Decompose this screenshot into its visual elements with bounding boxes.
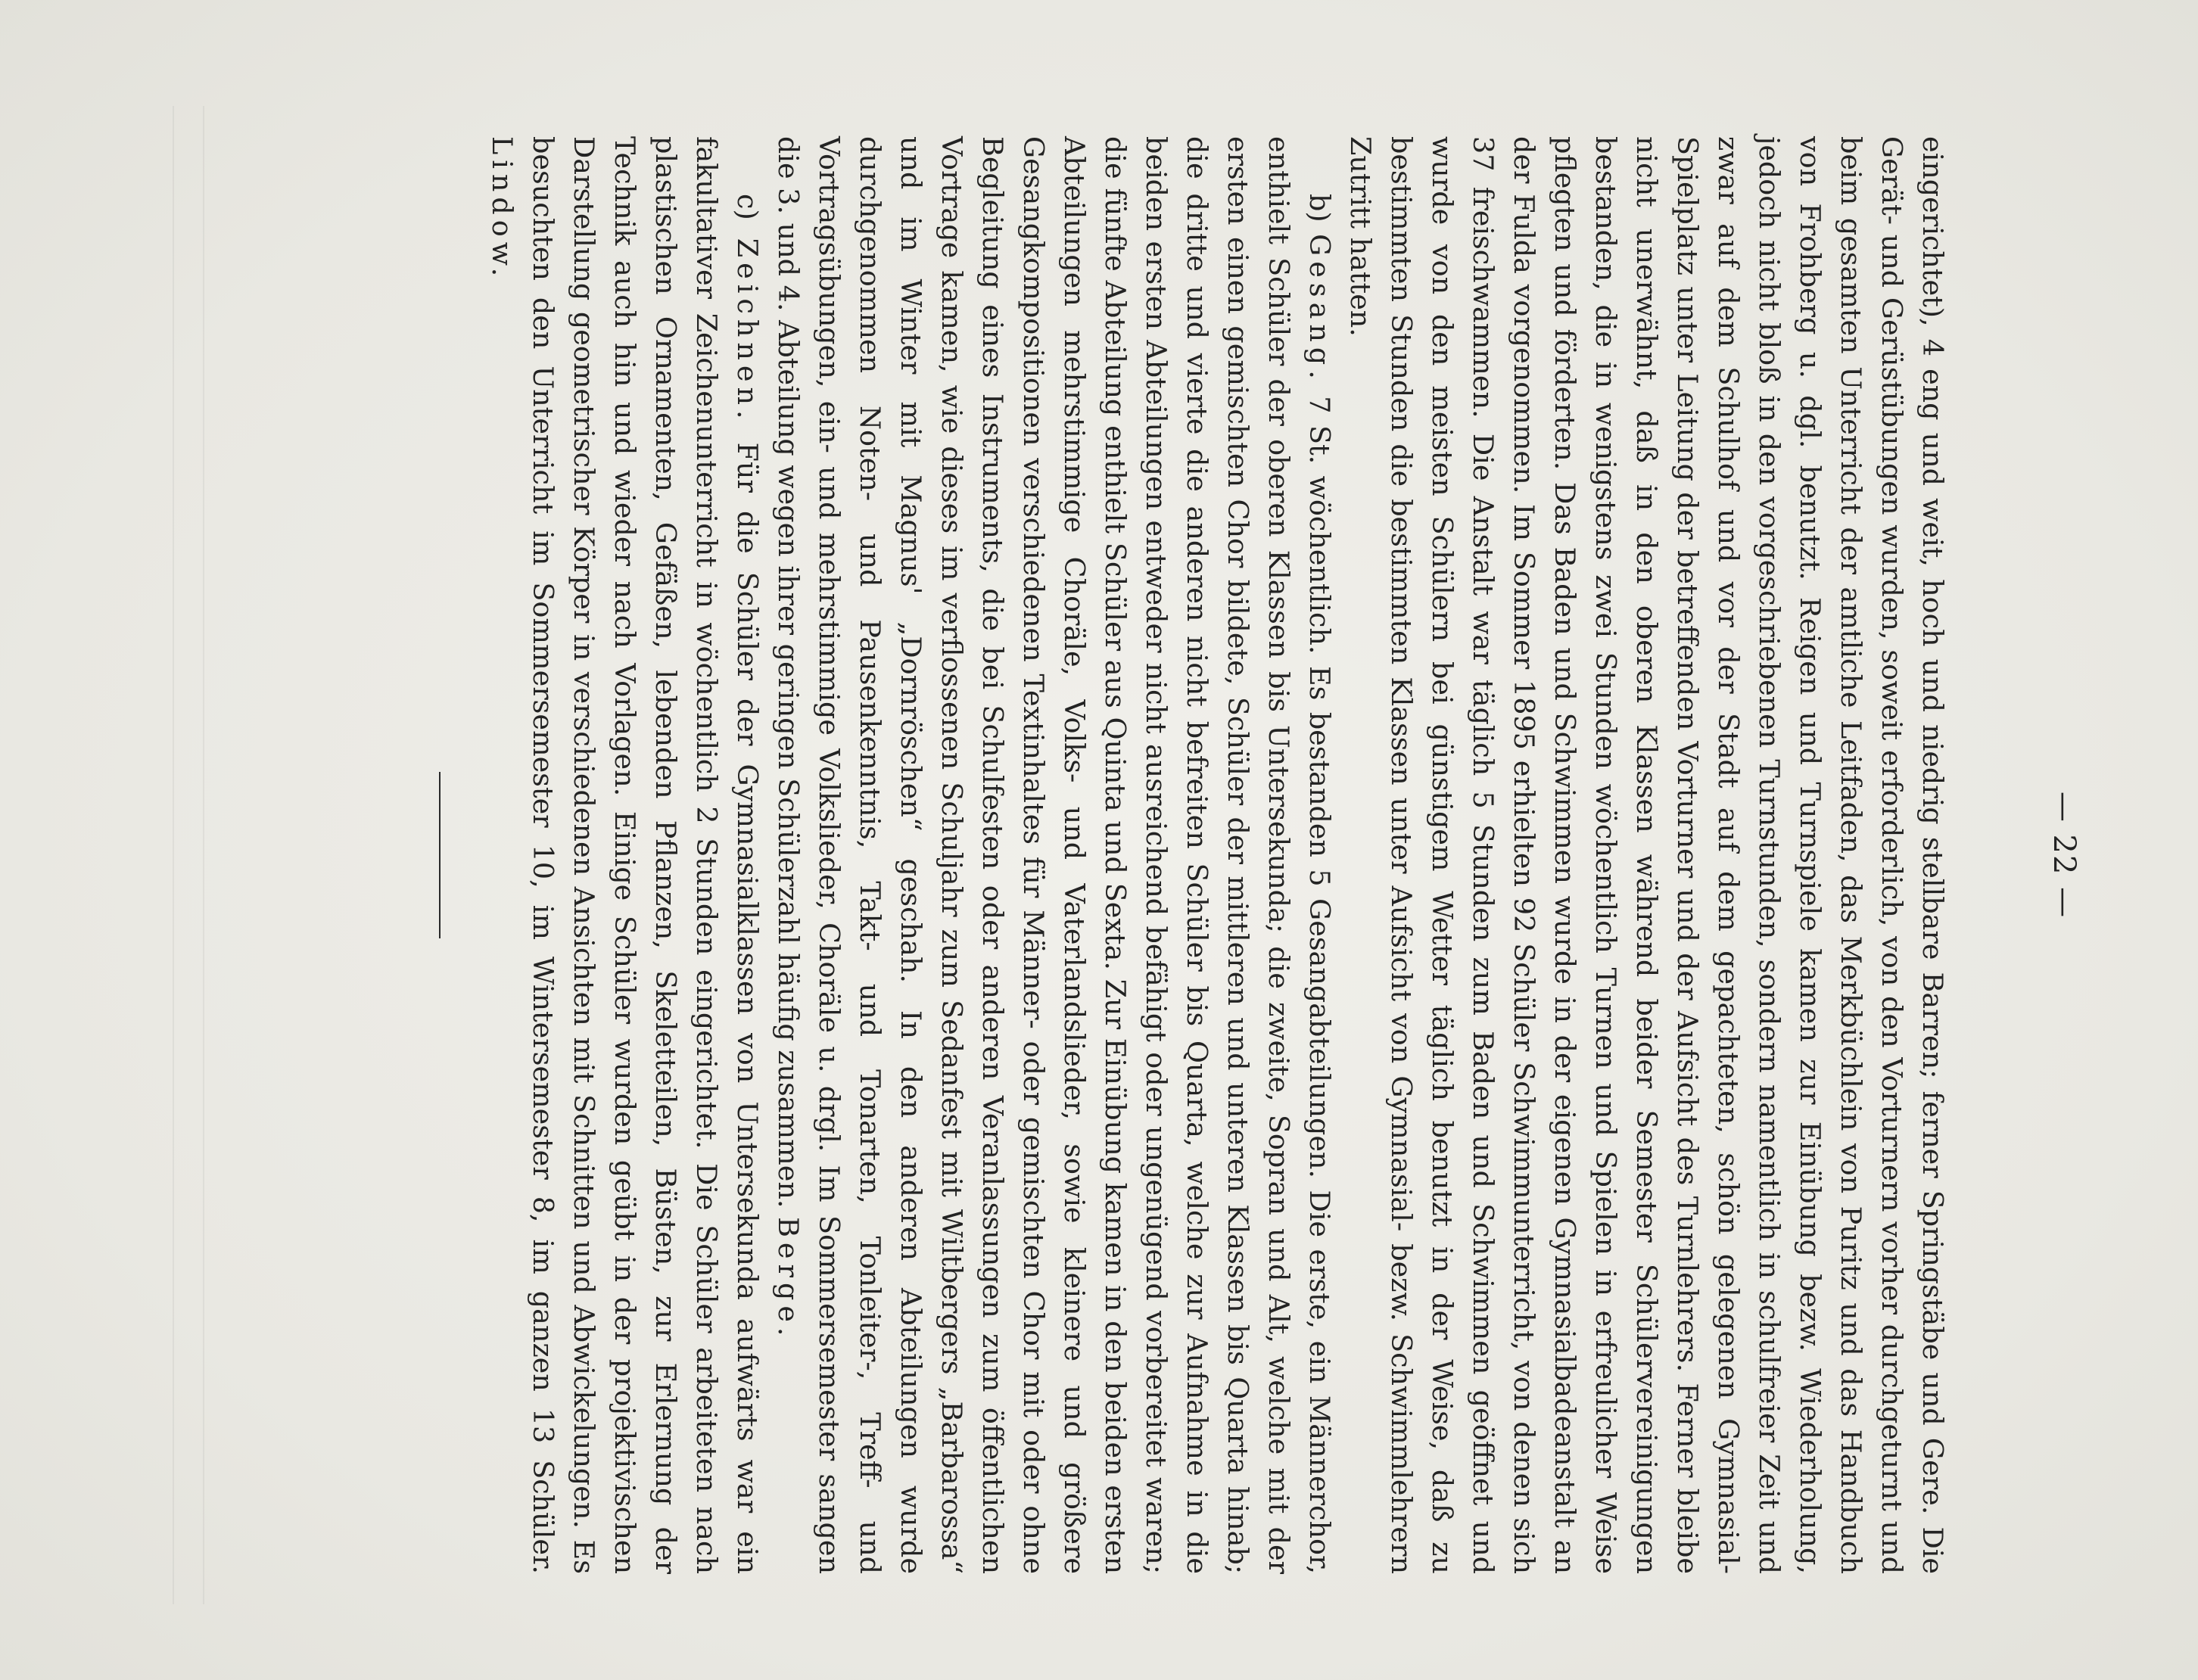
text-block — [439, 136, 1953, 1574]
closing-rule — [439, 772, 441, 938]
paragraph-gesang — [767, 136, 1340, 1574]
section-lead: b) — [1303, 194, 1336, 235]
section-heading-zeichnen: Zeichnen. — [731, 238, 764, 425]
page-number: — 22 — — [2047, 791, 2081, 919]
paragraph-text: 7 St. wöchentlich. Es bestanden 5 Gesangabteilungen. Die erste, ein Männerchor, enthielt Schüler der oberen Klassen bis Untersekunda; die zweite, Sopran und Alt, welche mit der ersten einen gemischten Chor bildete, Schüler der mittleren und unteren Klassen bis Quarta hinab; die dritte und vierte die anderen nicht befreiten Schüler bis Quarta, welche zur Aufnahme in die beiden ersten Abteilungen entweder nicht ausreichend befähigt oder ungenügend vorbereitet waren; die fünfte Abteilung enthielt Schüler aus Quinta und Sexta. Zur Einübung kamen in den beiden ersten Abteilungen mehrstimmige Choräle, Volks- und Vaterlandslieder, sowie kleinere und größere Gesangkompositionen verschiedenen Textinhaltes für Männer- oder gemischten Chor mit oder ohne Begleitung eines Instruments, die bei Schulfesten oder anderen Veranlassungen zum öffentlichen Vortrage kamen, wie dieses im verflossenen Schuljahr zum Sedanfest mit Wiltbergers „Barbarossa“ und im Winter mit Magnus' „Dornröschen“ geschah. In den anderen Abteilungen wurde durchgenommen Noten- und Pausenkenntnis, Takt- und Tonarten, Tonleiter-, Treff- und Vortragsübungen, ein- und mehrstimmige Volkslieder, Choräle u. drgl. Im Sommersemester sangen die 3. und 4. Abteilung wegen ihrer geringen Schülerzahl häufig zusammen. — [772, 136, 1336, 1574]
paragraph-zeichnen — [481, 136, 767, 1574]
paragraph-text: Für die Schüler der Gymnasialklassen von Untersekunda aufwärts war ein fakultativer Zeichenunterricht in wöchentlich 2 Stunden eingerichtet. Die Schüler arbeiteten nach plastischen Ornamenten, Gefäßen, lebenden Pflanzen, Skeletteilen, Büsten, zur Erlernung der Technik auch hin und wieder nach Vorlagen. Einige Schüler wurden geübt in der projektivischen Darstellung geometrischer Körper in verschiedenen Ansichten mit Schnitten und Abwickelungen. Es besuchten den Unterricht im Sommersemester 10, im Wintersemester 8, im ganzen 13 Schüler. — [527, 136, 764, 1574]
section-heading-gesang: Gesang. — [1303, 234, 1336, 384]
section-lead: c) — [731, 194, 764, 238]
signature-berge: Berge. — [772, 1217, 805, 1342]
bleed-through-marks — [159, 106, 219, 1604]
paragraph-text: eingerichtet), 4 eng und weit, hoch und niedrig stellbare Barren; ferner Springstäbe und Gere. Die Gerät- und Gerüstübungen wurden, soweit erforderlich, von den Vorturnern vorher durchgeturnt und beim gesamten Unterricht der amtliche Leitfaden, das Merkbüchlein von Puritz und das Handbuch von Frohberg u. dgl. benutzt. Reigen und Turnspiele kamen zur Einübung bezw. Wiederholung, jedoch nicht bloß in den vorgeschriebenen Turnstunden, sondern namentlich in schulfreier Zeit und zwar auf dem Schulhof und vor der Stadt auf dem gepachteten, schön gelegenen Gymnasial-Spielplatz unter Leitung der betreffenden Vorturner und der Aufsicht des Turnlehrers. Ferner bleibe nicht unerwähnt, daß in den oberen Klassen während beider Semester Schülervereinigungen bestanden, die in wenigstens zwei Stunden wöchentlich Turnen und Spielen in erfreulicher Weise pflegten und förderten. Das Baden und Schwimmen wurde in der eigenen Gymnasialbadeanstalt an der Fulda vorgenommen. Im Sommer 1895 erhielten 92 Schüler Schwimmunterricht, von denen sich 37 freischwammen. Die Anstalt war täglich 5 Stunden zum Baden und Schwimmen geöffnet und wurde von den meisten Schülern bei günstigem Wetter täglich benutzt in der Weise, daß zu bestimmten Stunden die bestimmten Klassen unter Aufsicht von Gymnasial- bezw. Schwimmlehrern Zutritt hatten. — [1344, 136, 1949, 1574]
paragraph-turnen — [1340, 136, 1953, 1574]
rotated-page-content — [363, 136, 2081, 1574]
signature-lindow: Lindow. — [486, 136, 518, 282]
